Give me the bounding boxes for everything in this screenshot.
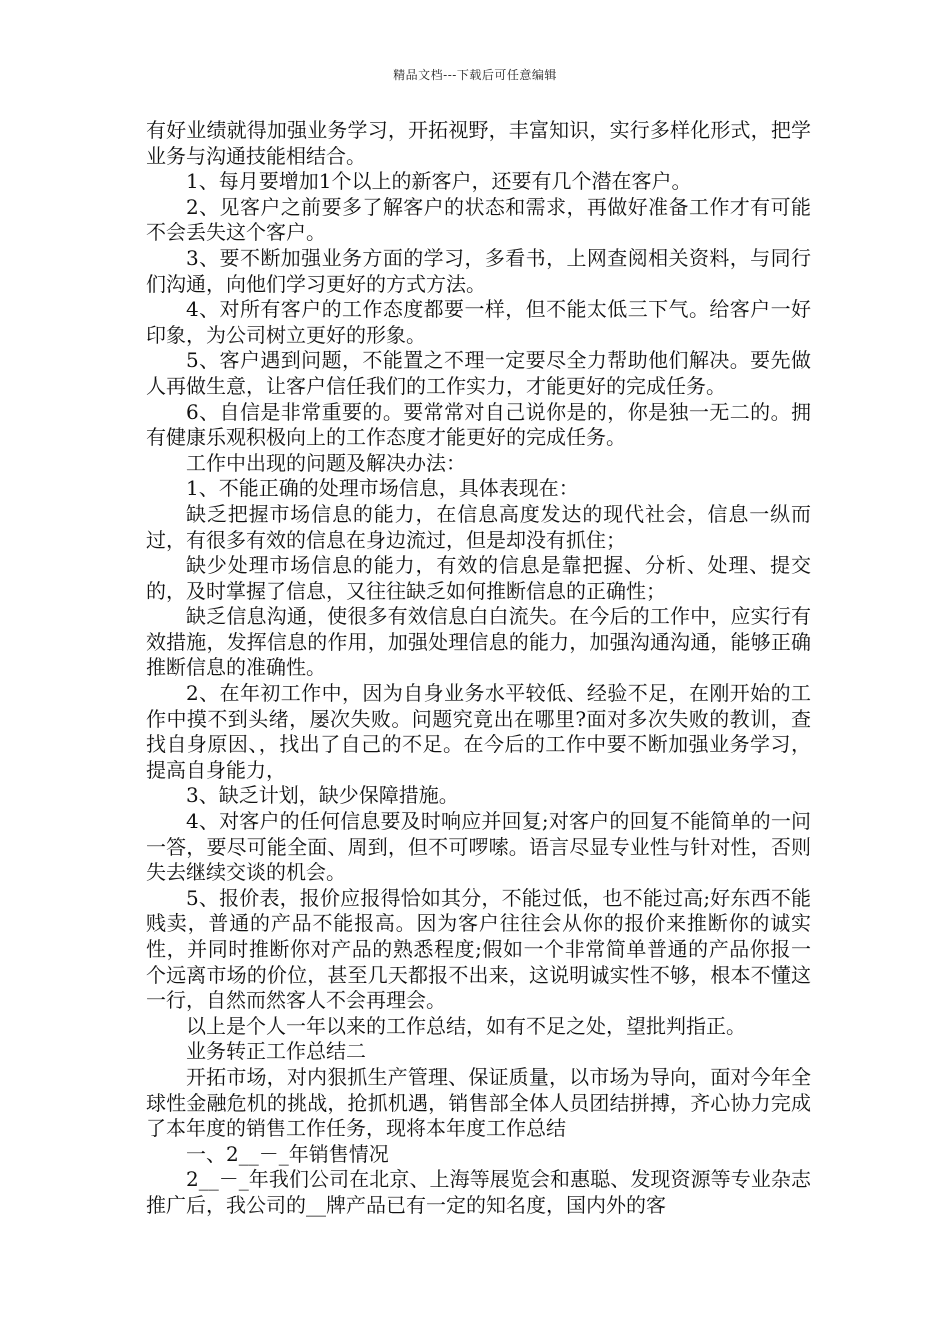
paragraph-problem-5: 5、报价表，报价应报得恰如其分，不能过低，也不能过高;好东西不能贱卖，普通的产品不能报高。因为客户往往会从你的报价来推断你的诚实性，并同时推断你对产品的熟悉程度;假如一个非常简单普通的产品你报一个远离市场的价位，甚至几天都报不出来，这说明诚实性不够，根本不懂这一行，自然而然客人不会再理会。 [146,885,811,1013]
paragraph-problem-1b: 缺少处理市场信息的能力，有效的信息是靠把握、分析、处理、提交的，及时掌握了信息，又往往缺乏如何推断信息的正确性； [146,553,811,603]
page-header: 精品文档---下载后可任意编辑 [393,68,557,82]
paragraph-intro-continuation: 有好业绩就得加强业务学习，开拓视野，丰富知识，实行多样化形式，把学业务与沟通技能相结合。 [146,118,811,168]
paragraph-item-1: 1、每月要增加1个以上的新客户，还要有几个潜在客户。 [186,169,692,194]
paragraph-item-4: 4、对所有客户的工作态度都要一样，但不能太低三下气。给客户一好印象，为公司树立更好的形象。 [146,297,811,347]
paragraph-item-2: 2、见客户之前要多了解客户的状态和需求，再做好准备工作才有可能不会丢失这个客户。 [146,194,811,245]
section-heading-sales: 一、2__－_年销售情况 [186,1141,389,1166]
paragraph-problem-4: 4、对客户的任何信息要及时响应并回复;对客户的回复不能简单的一问一答，要尽可能全面、周到，但不可啰嗦。语言尽显专业性与针对性，否则失去继续交谈的机会。 [146,809,811,885]
paragraph-summary-two-intro: 开拓市场，对内狠抓生产管理、保证质量，以市场为导向，面对今年全球性金融危机的挑战，抢抓机遇，销售部全体人员团结拼搏，齐心协力完成了本年度的销售工作任务，现将本年度工作总结 [146,1064,811,1141]
paragraph-problem-1c: 缺乏信息沟通，使很多有效信息白白流失。在今后的工作中，应实行有效措施，发挥信息的作用，加强处理信息的能力，加强沟通沟通，能够正确推断信息的准确性。 [146,604,811,680]
paragraph-closing: 以上是个人一年以来的工作总结，如有不足之处，望批判指正。 [186,1013,746,1038]
paragraph-problem-3: 3、缺乏计划，缺少保障措施。 [186,783,459,808]
paragraph-item-6: 6、自信是非常重要的。要常常对自己说你是的，你是独一无二的。拥有健康乐观积极向上的工作态度才能更好的完成任务。 [146,399,811,450]
paragraph-sales-details: 2__－_年我们公司在北京、上海等展览会和惠聪、发现资源等专业杂志推广后，我公司的__牌产品已有一定的知名度，国内外的客 [146,1167,811,1217]
paragraph-problem-2: 2、在年初工作中，因为自身业务水平较低、经验不足，在刚开始的工作中摸不到头绪，屡次失败。问题究竟出在哪里?面对多次失败的教训，查找自身原因、，找出了自己的不足。在今后的工作中要不断加强业务学习，提高自身能力， [146,681,811,782]
paragraph-item-3: 3、要不断加强业务方面的学习，多看书，上网查阅相关资料，与同行们沟通，向他们学习更好的方式方法。 [146,245,811,296]
paragraph-problem-1: 1、不能正确的处理市场信息，具体表现在： [186,476,579,501]
paragraph-problem-1a: 缺乏把握市场信息的能力，在信息高度发达的现代社会，信息一纵而过，有很多有效的信息在身边流过，但是却没有抓住； [146,501,811,552]
section-heading-problems: 工作中出现的问题及解决办法： [186,450,466,475]
section-title-summary-two: 业务转正工作总结二 [186,1039,366,1064]
document-body [146,118,811,1219]
paragraph-item-5: 5、客户遇到问题，不能置之不理一定要尽全力帮助他们解决。要先做人再做生意，让客户信任我们的工作实力，才能更好的完成任务。 [146,348,811,398]
